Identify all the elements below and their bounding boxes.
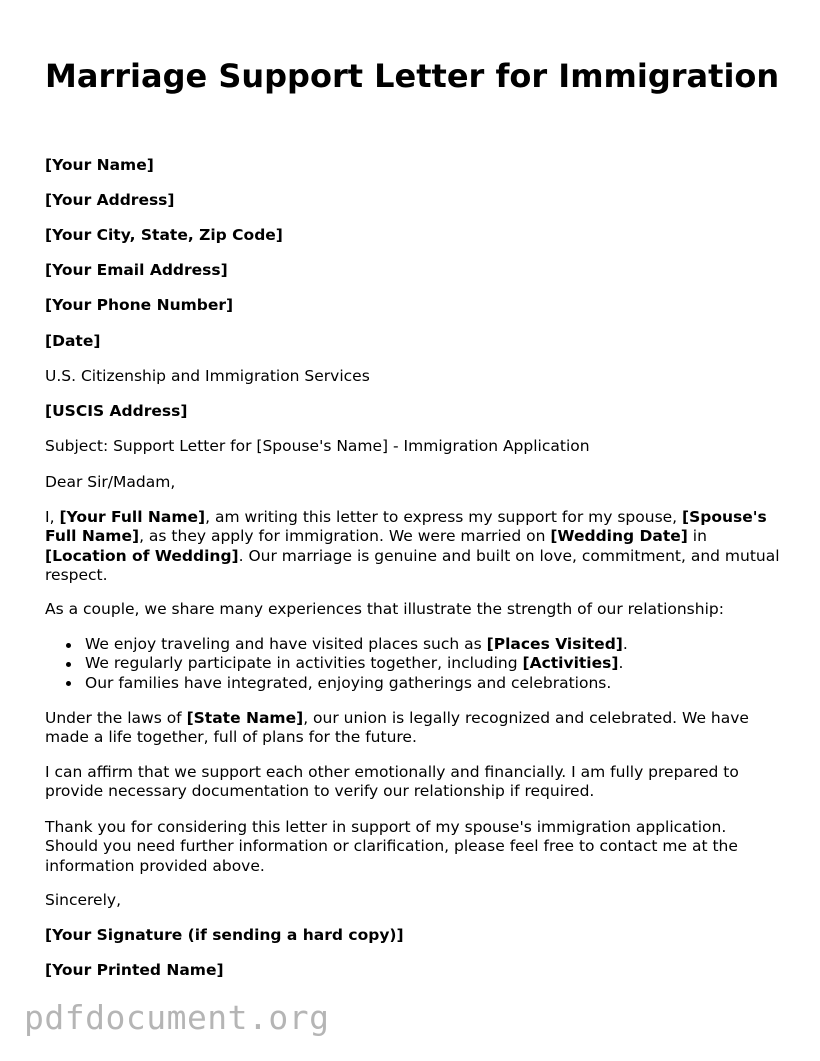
spouse-name-placeholder: [Spouse's Full Name] bbox=[45, 508, 767, 546]
affirm-paragraph: I can affirm that we support each other emotionally and financially. I am fully prepared to provide necessary documentation to verify our relationship if required. bbox=[45, 763, 739, 801]
sender-phone: [Your Phone Number] bbox=[45, 296, 234, 314]
list-item: We enjoy traveling and have visited places such as [Places Visited]. bbox=[85, 635, 628, 653]
wedding-location-placeholder: [Location of Wedding] bbox=[45, 546, 239, 565]
salutation: Dear Sir/Madam, bbox=[45, 473, 176, 491]
recipient-agency: U.S. Citizenship and Immigration Services bbox=[45, 367, 370, 385]
printed-name-placeholder: [Your Printed Name] bbox=[45, 961, 224, 979]
closing: Sincerely, bbox=[45, 891, 122, 909]
sender-name: [Your Name] bbox=[45, 156, 154, 174]
subject-line: Subject: Support Letter for [Spouse's Name] - Immigration Application bbox=[45, 437, 590, 455]
recipient-address: [USCIS Address] bbox=[45, 402, 188, 420]
wedding-date-placeholder: [Wedding Date] bbox=[550, 527, 688, 546]
page-title: Marriage Support Letter for Immigration bbox=[45, 57, 780, 95]
sender-email: [Your Email Address] bbox=[45, 261, 228, 279]
intro-paragraph: I, [Your Full Name], am writing this letter to express my support for my spouse, [Spouse's Full Name], as they apply for immigration. We were married on [Wedding Date] in [Location of Wedding]. Our marriage is genuine and built on love, commitment, and mutual respect. bbox=[45, 508, 780, 584]
sender-city-state-zip: [Your City, State, Zip Code] bbox=[45, 226, 283, 244]
list-item: Our families have integrated, enjoying gatherings and celebrations. bbox=[85, 674, 628, 693]
full-name-placeholder: [Your Full Name] bbox=[59, 508, 206, 526]
sender-address: [Your Address] bbox=[45, 191, 175, 209]
letter-date: [Date] bbox=[45, 332, 101, 350]
watermark: pdfdocument.org bbox=[24, 998, 330, 1037]
laws-paragraph: Under the laws of [State Name], our union is legally recognized and celebrated. We have made a life together, full of plans for the future. bbox=[45, 709, 749, 747]
thanks-paragraph: Thank you for considering this letter in support of my spouse's immigration application. Should you need further information or clarification, please feel free to contact me at the information provided above. bbox=[45, 818, 738, 875]
experiences-list bbox=[45, 635, 628, 693]
state-name-placeholder: [State Name] bbox=[186, 709, 304, 727]
list-item: We regularly participate in activities together, including [Activities]. bbox=[85, 654, 628, 673]
experiences-intro: As a couple, we share many experiences that illustrate the strength of our relationship: bbox=[45, 600, 724, 618]
signature-placeholder: [Your Signature (if sending a hard copy)] bbox=[45, 926, 404, 944]
